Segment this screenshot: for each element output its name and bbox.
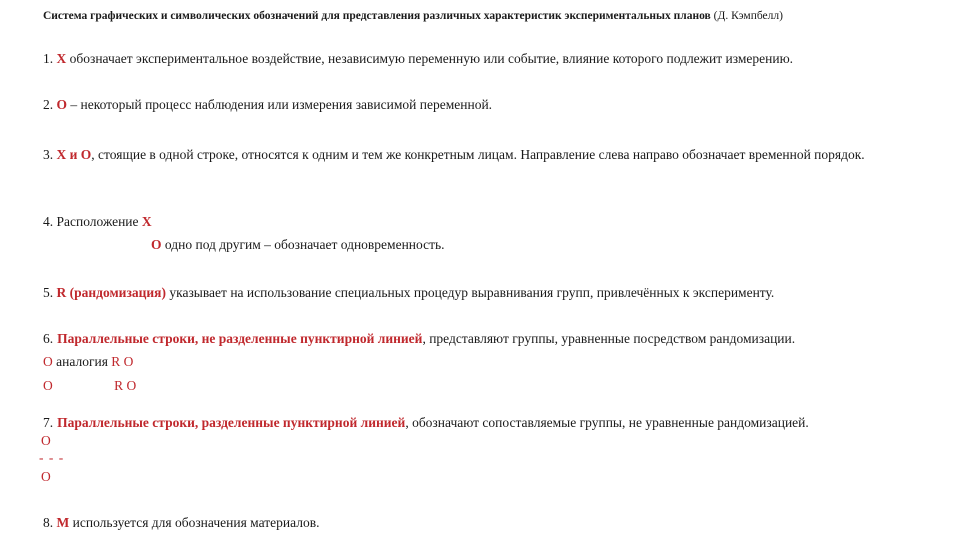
item-5 [43,284,774,302]
item-4 [43,213,152,231]
symbol-o: O [56,97,68,112]
item-text: используется для обозначения материалов. [72,515,320,530]
item-6-example-2 [43,377,136,395]
item-7-dashed-line [39,449,64,467]
item-7-example-bottom [41,468,51,486]
item-number: 5. [43,285,54,300]
dashed-separator: - - - [39,450,65,465]
title-main: Система графических и символических обозначений для представления различных характеристик экспериментальных планов [43,10,711,22]
item-4-line-2 [151,236,445,254]
item-number: 1. [43,51,54,66]
page-title [43,10,923,22]
title-author: (Д. Кэмпбелл) [713,10,783,22]
symbol-r: R (рандомизация) [56,285,166,300]
symbol-x: X [56,51,67,66]
symbol-o: O [41,433,51,448]
symbol-x-and-o: X и O [56,147,92,162]
item-text: , представляют группы, уравненные посредством рандомизации. [422,331,796,346]
item-number: 8. [43,515,54,530]
item-text: одно под другим – обозначает одновременность. [164,237,445,252]
item-6 [43,330,795,348]
item-number: 6. [43,331,54,346]
item-6-example-1 [43,353,133,371]
item-3 [8,144,950,166]
symbol-r-o: R O [111,354,134,369]
item-8 [43,514,319,532]
highlight-term: Параллельные строки, не разделенные пунктирной линией [57,331,423,346]
example-text: аналогия [56,354,108,369]
symbol-x: X [141,214,152,229]
item-text: , стоящие в одной строке, относятся к одним и тем же конкретным лицам. Направление слева направо обозначает временной порядок. [91,147,865,162]
item-number: 7. [43,415,54,430]
symbol-o: O [41,469,51,484]
item-1 [43,50,793,68]
item-2 [43,96,492,114]
highlight-term: Параллельные строки, разделенные пунктирной линией [57,415,406,430]
item-number: 4. [43,214,54,229]
symbol-m: M [56,515,70,530]
item-text: – некоторый процесс наблюдения или измерения зависимой переменной. [70,97,493,112]
item-text: , обозначают сопоставляемые группы, не уравненные рандомизацией. [405,415,809,430]
item-number: 2. [43,97,54,112]
item-number: 3. [43,147,54,162]
item-text: обозначает экспериментальное воздействие, независимую переменную или событие, влияние которого подлежит измерению. [69,51,794,66]
item-7 [43,414,809,432]
item-text: указывает на использование специальных процедур выравнивания групп, привлечённых к эксперименту. [169,285,775,300]
symbol-o: O [43,378,53,393]
symbol-o: O [43,354,53,369]
item-text: Расположение [56,214,139,229]
symbol-o: O [151,237,162,252]
symbol-r-o: R O [114,378,137,393]
item-7-example-top [41,432,51,450]
